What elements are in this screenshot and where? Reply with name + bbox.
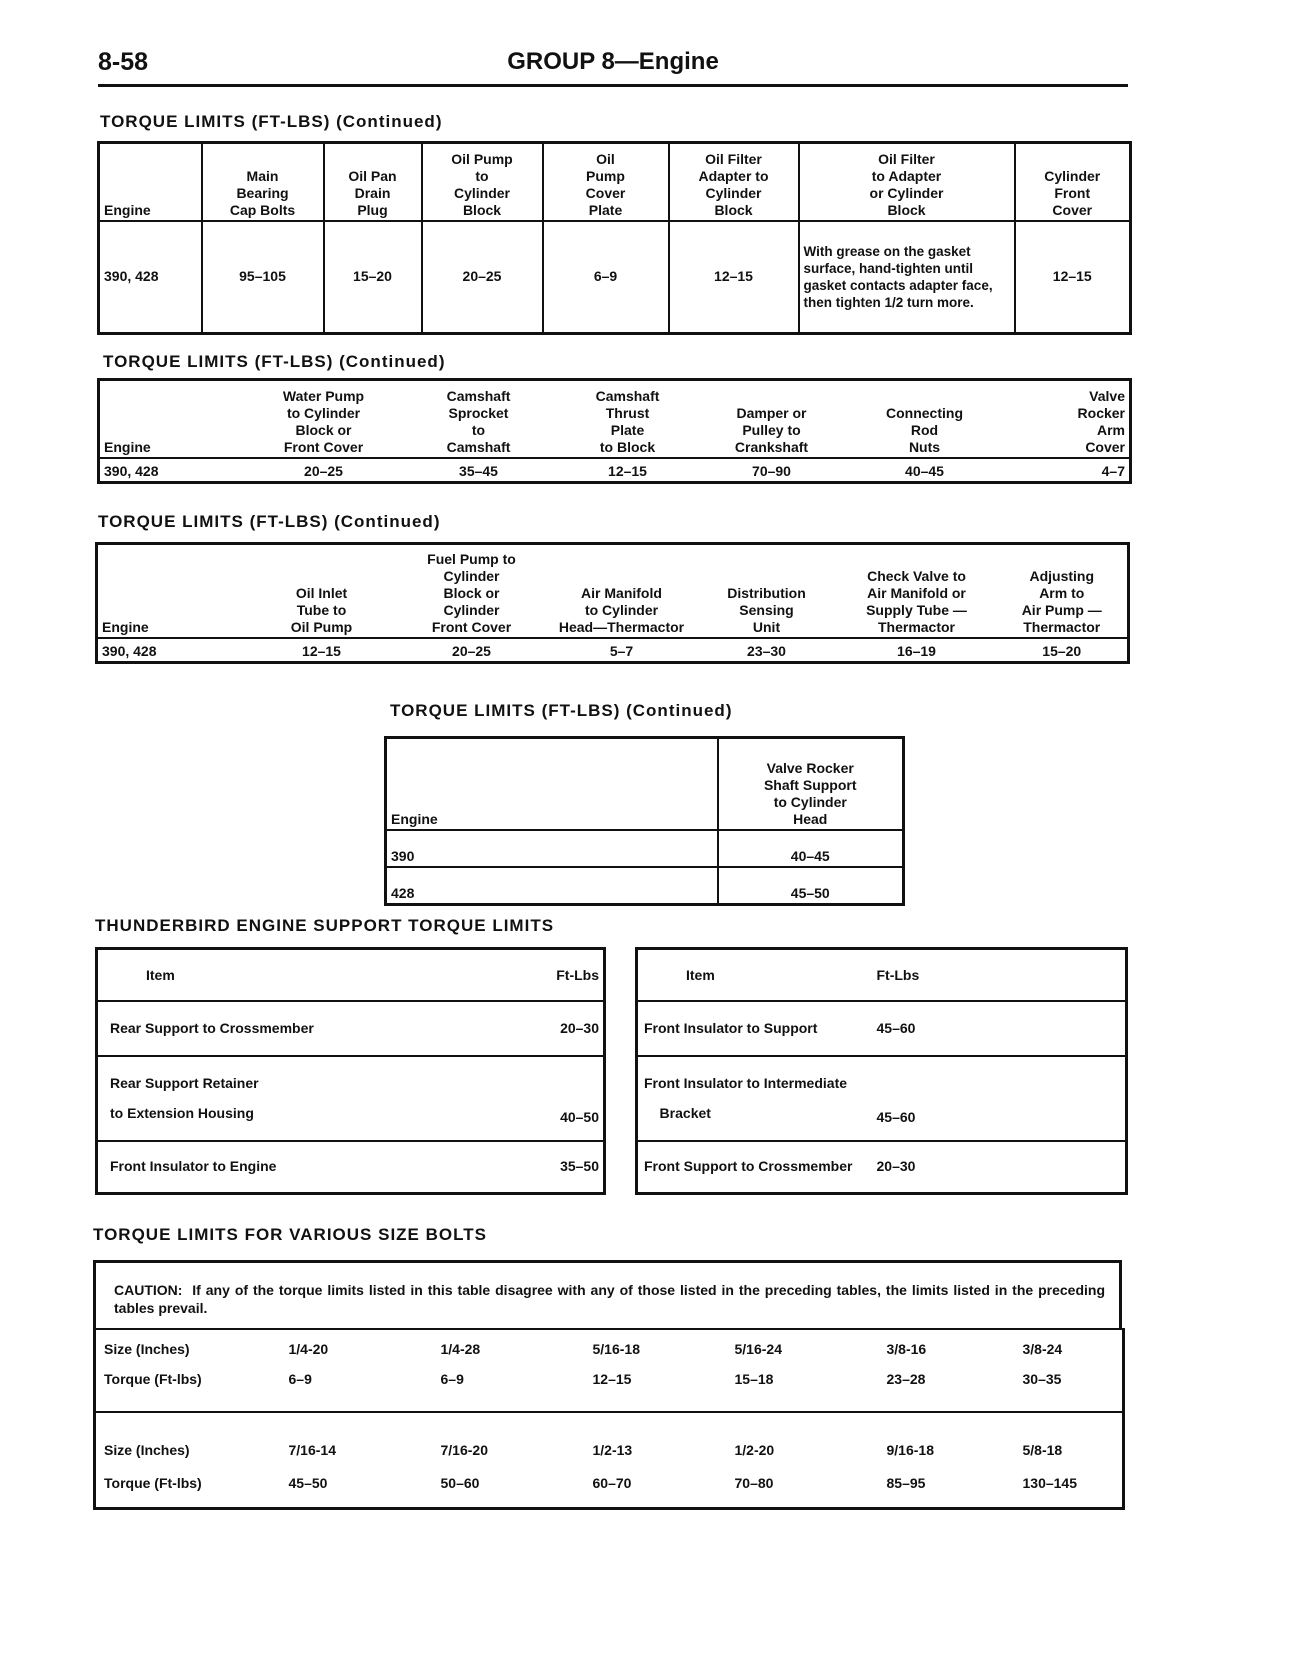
- size-cell: 7/16-14: [285, 1412, 437, 1460]
- engine-cell: 428: [386, 867, 718, 905]
- header-cell: Ft-Lbs: [877, 949, 1127, 1002]
- bolt-size-table: [93, 1328, 1125, 1510]
- size-cell: 1/2-13: [589, 1412, 731, 1460]
- item-cell: Rear Support to Crossmember: [110, 1019, 314, 1036]
- header-cell: Adjusting Arm to Air Pump — Thermactor: [997, 544, 1129, 638]
- torque-table-3: [95, 542, 1130, 664]
- support-table-left: [95, 947, 606, 1195]
- value-cell: 45–50: [718, 867, 904, 905]
- support-title: THUNDERBIRD ENGINE SUPPORT TORQUE LIMITS: [95, 916, 555, 935]
- torque-table-1: [97, 141, 1132, 335]
- header-cell: Oil Inlet Tube to Oil Pump: [247, 544, 397, 638]
- bolts-title: TORQUE LIMITS FOR VARIOUS SIZE BOLTS: [93, 1225, 487, 1244]
- table3-title: TORQUE LIMITS (FT-LBS) (Continued): [98, 512, 441, 531]
- header-cell: Distribution Sensing Unit: [697, 544, 837, 638]
- value-cell: 20–30: [560, 1019, 599, 1036]
- value-cell: 35–50: [497, 1141, 605, 1194]
- engine-cell: 390, 428: [99, 221, 202, 334]
- value-cell: 12–15: [608, 463, 647, 479]
- value-cell: 15–20: [1042, 643, 1082, 659]
- value-cell: 20–25: [452, 643, 491, 659]
- header-cell: Oil Pump to Cylinder Block: [422, 143, 543, 221]
- value-cell: 20–25: [304, 463, 343, 479]
- size-cell: 1/4-20: [288, 1340, 329, 1357]
- header-cell: Valve Rocker Shaft Support to Cylinder Head: [718, 738, 904, 830]
- torque-label: Torque (Ft-lbs): [104, 1474, 202, 1491]
- value-cell: 40–50: [497, 1056, 605, 1141]
- torque-cell: 12–15: [592, 1371, 632, 1387]
- header-cell: Ft-Lbs: [497, 949, 605, 1002]
- engine-cell: 390: [386, 830, 718, 867]
- header-cell: Item: [637, 949, 877, 1002]
- header-cell: Main Bearing Cap Bolts: [202, 143, 324, 221]
- header-cell: Camshaft Thrust Plate to Block: [559, 380, 697, 458]
- header-cell: Engine: [99, 143, 202, 221]
- size-cell: 7/16-20: [437, 1412, 589, 1460]
- item-cell: Rear Support Retainer to Extension Housing: [97, 1056, 497, 1141]
- value-cell: 20–30: [877, 1141, 1127, 1194]
- torque-cell: 85–95: [886, 1474, 926, 1491]
- size-cell: 3/8-16: [886, 1340, 927, 1357]
- table2-title: TORQUE LIMITS (FT-LBS) (Continued): [103, 352, 446, 371]
- header-cell: Oil Filter Adapter to Cylinder Block: [669, 143, 799, 221]
- torque-cell: 23–28: [886, 1371, 926, 1387]
- size-cell: 5/8-18: [1019, 1412, 1124, 1460]
- torque-cell: 50–60: [440, 1474, 480, 1491]
- value-cell: 45–60: [876, 1019, 916, 1036]
- page-title: GROUP 8—Engine: [507, 48, 719, 75]
- item-cell: Front Insulator to Intermediate Bracket: [637, 1056, 877, 1141]
- torque-cell: 60–70: [592, 1474, 632, 1491]
- torque-cell: 15–18: [734, 1371, 774, 1387]
- page-number: 8-58: [98, 48, 149, 76]
- item-cell: Front Support to Crossmember: [637, 1141, 877, 1194]
- support-table-right: [635, 947, 1128, 1195]
- engine-cell: 390, 428: [104, 463, 159, 479]
- header-cell: Air Manifold to Cylinder Head—Thermactor: [547, 544, 697, 638]
- caution-label: CAUTION:: [114, 1282, 183, 1298]
- value-cell: 40–45: [790, 847, 830, 864]
- header-cell: Cylinder Front Cover: [1015, 143, 1131, 221]
- table4-title: TORQUE LIMITS (FT-LBS) (Continued): [390, 701, 733, 720]
- value-cell: 45–60: [877, 1056, 1127, 1141]
- size-label: Size (Inches): [104, 1340, 190, 1357]
- header-cell: Engine: [386, 738, 718, 830]
- size-cell: 1/4-28: [440, 1340, 481, 1357]
- torque-cell: 70–80: [734, 1474, 774, 1491]
- size-cell: 5/16-24: [734, 1340, 782, 1357]
- header-cell: Valve Rocker Arm Cover: [1003, 380, 1131, 458]
- size-cell: 3/8-24: [1022, 1340, 1063, 1357]
- page-header: [98, 44, 1128, 87]
- header-cell: Oil Pump Cover Plate: [543, 143, 669, 221]
- value-cell: 6–9: [543, 221, 669, 334]
- header-cell: Oil Pan Drain Plug: [324, 143, 422, 221]
- value-cell: 12–15: [1052, 268, 1092, 285]
- header-cell: Oil Filter to Adapter or Cylinder Block: [799, 143, 1015, 221]
- torque-cell: 130–145: [1022, 1474, 1078, 1491]
- item-cell: Front Insulator to Engine: [97, 1141, 497, 1194]
- torque-label: Torque (Ft-lbs): [104, 1371, 202, 1387]
- value-cell: 70–90: [752, 463, 791, 479]
- item-cell: Front Insulator to Support: [644, 1019, 818, 1036]
- header-cell: Engine: [99, 380, 249, 458]
- table1-title: TORQUE LIMITS (FT-LBS) (Continued): [100, 112, 443, 131]
- value-cell: 40–45: [905, 463, 944, 479]
- torque-cell: 6–9: [440, 1371, 464, 1387]
- torque-cell: 30–35: [1022, 1371, 1062, 1387]
- size-cell: 1/2-20: [731, 1412, 883, 1460]
- torque-cell: 6–9: [288, 1371, 312, 1387]
- header-cell: Connecting Rod Nuts: [847, 380, 1003, 458]
- value-cell: 12–15: [302, 643, 341, 659]
- header-cell: Water Pump to Cylinder Block or Front Cover: [249, 380, 399, 458]
- value-cell: 12–15: [669, 221, 799, 334]
- header-cell: Damper or Pulley to Crankshaft: [697, 380, 847, 458]
- size-label: Size (Inches): [95, 1412, 285, 1460]
- torque-table-4: [384, 736, 905, 906]
- torque-table-2: [97, 378, 1132, 484]
- value-cell: 23–30: [747, 643, 786, 659]
- size-cell: 5/16-18: [592, 1340, 640, 1357]
- value-cell: 5–7: [609, 643, 634, 659]
- header-cell: Fuel Pump to Cylinder Block or Cylinder Front Cover: [397, 544, 547, 638]
- oil-filter-instruction: With grease on the gasket surface, hand-tighten until gasket contacts adapter face, then tighten 1/2 turn more.: [799, 221, 1015, 334]
- size-cell: 9/16-18: [883, 1412, 1019, 1460]
- caution-text: If any of the torque limits listed in this table disagree with any of those listed in the preceding tables, the limits listed in the preceding tables prevail.: [114, 1282, 1106, 1316]
- header-cell: Item: [97, 949, 497, 1002]
- value-cell: 16–19: [897, 643, 936, 659]
- torque-cell: 45–50: [288, 1474, 328, 1491]
- value-cell: 15–20: [324, 221, 422, 334]
- header-cell: Camshaft Sprocket to Camshaft: [399, 380, 559, 458]
- value-cell: 35–45: [459, 463, 498, 479]
- value-cell: 4–7: [1101, 463, 1125, 479]
- caution-note: [114, 1281, 1105, 1317]
- header-cell: Check Valve to Air Manifold or Supply Tube — Thermactor: [837, 544, 997, 638]
- engine-cell: 390, 428: [102, 643, 157, 659]
- value-cell: 95–105: [202, 221, 324, 334]
- caution-box: [93, 1260, 1122, 1330]
- header-cell: Engine: [97, 544, 247, 638]
- value-cell: 20–25: [422, 221, 543, 334]
